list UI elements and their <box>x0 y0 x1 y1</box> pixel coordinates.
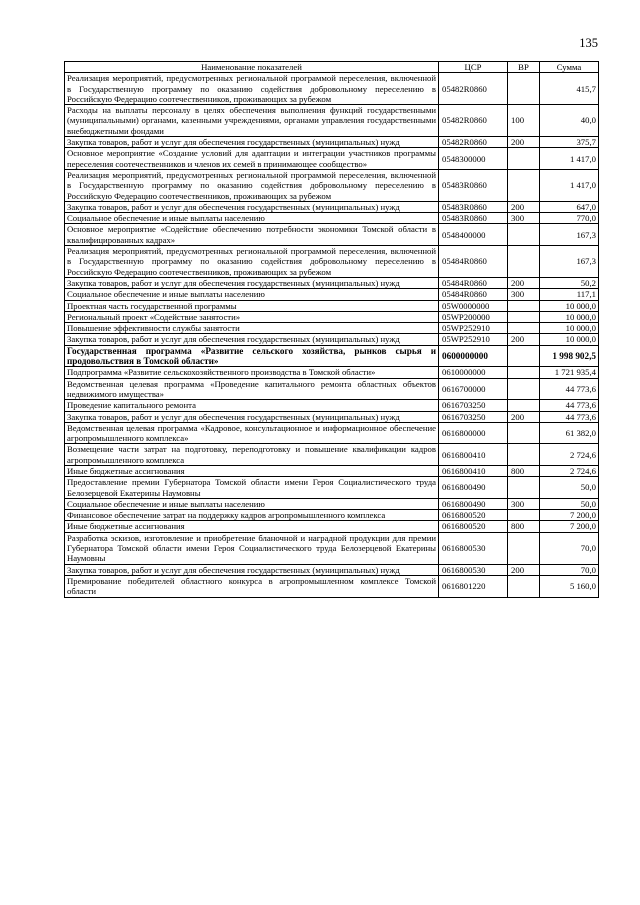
row-name-cell: Закупка товаров, работ и услуг для обеспечения государственных (муниципальных) нужд <box>65 277 439 288</box>
row-csr-cell: 0616800410 <box>439 465 508 476</box>
row-name-cell: Закупка товаров, работ и услуг для обеспечения государственных (муниципальных) нужд <box>65 334 439 345</box>
budget-table <box>64 61 599 598</box>
row-sum-cell: 10 000,0 <box>540 334 599 345</box>
table-row <box>65 277 599 288</box>
row-csr-cell: 0616800410 <box>439 444 508 466</box>
row-vr-cell <box>508 444 540 466</box>
row-vr-cell <box>508 575 540 597</box>
table-row <box>65 323 599 334</box>
row-csr-cell: 0616800530 <box>439 532 508 564</box>
row-vr-cell: 200 <box>508 201 540 212</box>
row-name-cell: Премирование победителей областного конкурса в агропромышленном комплексе Томской области <box>65 575 439 597</box>
row-name-cell: Социальное обеспечение и иные выплаты населению <box>65 289 439 300</box>
table-row <box>65 137 599 148</box>
row-sum-cell: 10 000,0 <box>540 323 599 334</box>
table-row <box>65 246 599 278</box>
row-csr-cell: 05483R0860 <box>439 169 508 201</box>
table-row <box>65 378 599 400</box>
row-sum-cell: 375,7 <box>540 137 599 148</box>
table-row <box>65 105 599 137</box>
row-name-cell: Разработка эскизов, изготовление и приобретение бланочной и наградной продукции для премии Губернатора Томской области имени Героя Социалистического труда Белозерцевой Екатерины Наумовны <box>65 532 439 564</box>
row-csr-cell: 05483R0860 <box>439 201 508 212</box>
header-vr: ВР <box>508 62 540 73</box>
row-csr-cell: 05WP252910 <box>439 323 508 334</box>
row-sum-cell: 1 417,0 <box>540 169 599 201</box>
row-name-cell: Закупка товаров, работ и услуг для обеспечения государственных (муниципальных) нужд <box>65 137 439 148</box>
row-sum-cell: 61 382,0 <box>540 422 599 444</box>
row-name-cell: Ведомственная целевая программа «Проведение капитального ремонта областных объектов недвижимого имущества» <box>65 378 439 400</box>
row-name-cell: Региональный проект «Содействие занятости» <box>65 311 439 322</box>
table-row <box>65 498 599 509</box>
row-sum-cell: 415,7 <box>540 73 599 105</box>
header-name: Наименование показателей <box>65 62 439 73</box>
table-row <box>65 422 599 444</box>
row-sum-cell: 44 773,6 <box>540 400 599 411</box>
row-vr-cell: 800 <box>508 521 540 532</box>
table-row <box>65 411 599 422</box>
row-vr-cell: 200 <box>508 137 540 148</box>
row-csr-cell: 05W0000000 <box>439 300 508 311</box>
row-name-cell: Закупка товаров, работ и услуг для обеспечения государственных (муниципальных) нужд <box>65 201 439 212</box>
row-vr-cell: 200 <box>508 411 540 422</box>
row-csr-cell: 0548400000 <box>439 224 508 246</box>
row-sum-cell: 50,0 <box>540 498 599 509</box>
row-vr-cell <box>508 246 540 278</box>
row-csr-cell: 05482R0860 <box>439 137 508 148</box>
row-csr-cell: 05484R0860 <box>439 246 508 278</box>
row-csr-cell: 0610000000 <box>439 367 508 378</box>
row-sum-cell: 10 000,0 <box>540 311 599 322</box>
table-row <box>65 575 599 597</box>
row-csr-cell: 05484R0860 <box>439 277 508 288</box>
row-csr-cell: 0616800490 <box>439 477 508 499</box>
row-sum-cell: 7 200,0 <box>540 521 599 532</box>
row-vr-cell: 300 <box>508 289 540 300</box>
row-name-cell: Иные бюджетные ассигнования <box>65 465 439 476</box>
table-body <box>65 73 599 597</box>
row-vr-cell <box>508 345 540 367</box>
row-vr-cell <box>508 323 540 334</box>
header-sum: Сумма <box>540 62 599 73</box>
row-sum-cell: 117,1 <box>540 289 599 300</box>
table-row <box>65 169 599 201</box>
row-name-cell: Основное мероприятие «Создание условий для адаптации и интеграции участников программы переселения соотечественников и членов их семей в принимающее сообщество» <box>65 148 439 170</box>
row-csr-cell: 0616800530 <box>439 564 508 575</box>
row-vr-cell <box>508 169 540 201</box>
table-header-row <box>65 62 599 73</box>
table-row <box>65 345 599 367</box>
row-sum-cell: 50,2 <box>540 277 599 288</box>
row-vr-cell <box>508 422 540 444</box>
row-name-cell: Проведение капитального ремонта <box>65 400 439 411</box>
row-csr-cell: 0616703250 <box>439 400 508 411</box>
row-name-cell: Реализация мероприятий, предусмотренных региональной программой переселения, включенной в Государственную программу по оказанию содействия добровольному переселению в Российскую Федерацию соотечественников, проживающих за рубежом <box>65 73 439 105</box>
row-sum-cell: 44 773,6 <box>540 411 599 422</box>
row-vr-cell: 200 <box>508 277 540 288</box>
row-vr-cell <box>508 510 540 521</box>
row-vr-cell <box>508 300 540 311</box>
row-sum-cell: 1 721 935,4 <box>540 367 599 378</box>
row-name-cell: Закупка товаров, работ и услуг для обеспечения государственных (муниципальных) нужд <box>65 411 439 422</box>
header-csr: ЦСР <box>439 62 508 73</box>
row-vr-cell: 300 <box>508 213 540 224</box>
row-name-cell: Реализация мероприятий, предусмотренных региональной программой переселения, включенной в Государственную программу по оказанию содействия добровольному переселению в Российскую Федерацию соотечественников, проживающих за рубежом <box>65 246 439 278</box>
table-row <box>65 213 599 224</box>
row-sum-cell: 5 160,0 <box>540 575 599 597</box>
page-number: 135 <box>579 36 598 50</box>
table-row <box>65 367 599 378</box>
row-vr-cell <box>508 367 540 378</box>
row-csr-cell: 0616800520 <box>439 521 508 532</box>
row-name-cell: Государственная программа «Развитие сельского хозяйства, рынков сырья и продовольствия в Томской области» <box>65 345 439 367</box>
table-row <box>65 400 599 411</box>
row-vr-cell: 200 <box>508 334 540 345</box>
row-vr-cell: 200 <box>508 564 540 575</box>
row-csr-cell: 05WP200000 <box>439 311 508 322</box>
table-row <box>65 465 599 476</box>
row-sum-cell: 647,0 <box>540 201 599 212</box>
row-sum-cell: 70,0 <box>540 564 599 575</box>
row-name-cell: Проектная часть государственной программы <box>65 300 439 311</box>
row-csr-cell: 05482R0860 <box>439 105 508 137</box>
row-csr-cell: 05482R0860 <box>439 73 508 105</box>
row-name-cell: Ведомственная целевая программа «Кадровое, консультационное и информационное обеспечение агропромышленного комплекса» <box>65 422 439 444</box>
row-csr-cell: 0616800000 <box>439 422 508 444</box>
row-name-cell: Подпрограмма «Развитие сельскохозяйственного производства в Томской области» <box>65 367 439 378</box>
row-vr-cell <box>508 73 540 105</box>
table-row <box>65 289 599 300</box>
row-name-cell: Иные бюджетные ассигнования <box>65 521 439 532</box>
table-row <box>65 477 599 499</box>
table-row <box>65 334 599 345</box>
row-csr-cell: 05WP252910 <box>439 334 508 345</box>
table-row <box>65 532 599 564</box>
row-vr-cell <box>508 477 540 499</box>
row-sum-cell: 1 417,0 <box>540 148 599 170</box>
table-row <box>65 564 599 575</box>
row-csr-cell: 0616700000 <box>439 378 508 400</box>
row-sum-cell: 70,0 <box>540 532 599 564</box>
row-csr-cell: 0548300000 <box>439 148 508 170</box>
row-name-cell: Закупка товаров, работ и услуг для обеспечения государственных (муниципальных) нужд <box>65 564 439 575</box>
row-vr-cell <box>508 224 540 246</box>
row-name-cell: Социальное обеспечение и иные выплаты населению <box>65 213 439 224</box>
row-csr-cell: 0616801220 <box>439 575 508 597</box>
row-sum-cell: 1 998 902,5 <box>540 345 599 367</box>
row-vr-cell: 300 <box>508 498 540 509</box>
row-sum-cell: 2 724,6 <box>540 465 599 476</box>
row-sum-cell: 40,0 <box>540 105 599 137</box>
row-sum-cell: 2 724,6 <box>540 444 599 466</box>
row-sum-cell: 167,3 <box>540 224 599 246</box>
row-name-cell: Возмещение части затрат на подготовку, переподготовку и повышение квалификации кадров агропромышленного комплекса <box>65 444 439 466</box>
row-csr-cell: 0600000000 <box>439 345 508 367</box>
row-sum-cell: 44 773,6 <box>540 378 599 400</box>
row-name-cell: Повышение эффективности службы занятости <box>65 323 439 334</box>
row-name-cell: Основное мероприятие «Содействие обеспечению потребности экономики Томской области в квалифицированных кадрах» <box>65 224 439 246</box>
row-vr-cell: 800 <box>508 465 540 476</box>
row-name-cell: Социальное обеспечение и иные выплаты населению <box>65 498 439 509</box>
row-vr-cell <box>508 378 540 400</box>
row-sum-cell: 50,0 <box>540 477 599 499</box>
row-vr-cell <box>508 311 540 322</box>
table-row <box>65 148 599 170</box>
row-sum-cell: 770,0 <box>540 213 599 224</box>
table-row <box>65 311 599 322</box>
row-vr-cell <box>508 148 540 170</box>
row-csr-cell: 0616800490 <box>439 498 508 509</box>
table-row <box>65 521 599 532</box>
table-row <box>65 444 599 466</box>
row-csr-cell: 05484R0860 <box>439 289 508 300</box>
row-vr-cell: 100 <box>508 105 540 137</box>
row-name-cell: Расходы на выплаты персоналу в целях обеспечения выполнения функций государственными (муниципальными) органами, казенными учреждениями, органами управления государственными внебюджетными фондами <box>65 105 439 137</box>
row-name-cell: Реализация мероприятий, предусмотренных региональной программой переселения, включенной в Государственную программу по оказанию содействия добровольному переселению в Российскую Федерацию соотечественников, проживающих за рубежом <box>65 169 439 201</box>
row-csr-cell: 0616703250 <box>439 411 508 422</box>
row-vr-cell <box>508 400 540 411</box>
table-row <box>65 510 599 521</box>
row-csr-cell: 0616800520 <box>439 510 508 521</box>
row-csr-cell: 05483R0860 <box>439 213 508 224</box>
table-row <box>65 73 599 105</box>
table-row <box>65 201 599 212</box>
row-name-cell: Предоставление премии Губернатора Томской области имени Героя Социалистического труда Белозерцевой Екатерины Наумовны <box>65 477 439 499</box>
row-sum-cell: 7 200,0 <box>540 510 599 521</box>
table-row <box>65 224 599 246</box>
row-sum-cell: 10 000,0 <box>540 300 599 311</box>
row-vr-cell <box>508 532 540 564</box>
table-row <box>65 300 599 311</box>
row-name-cell: Финансовое обеспечение затрат на поддержку кадров агропромышленного комплекса <box>65 510 439 521</box>
row-sum-cell: 167,3 <box>540 246 599 278</box>
